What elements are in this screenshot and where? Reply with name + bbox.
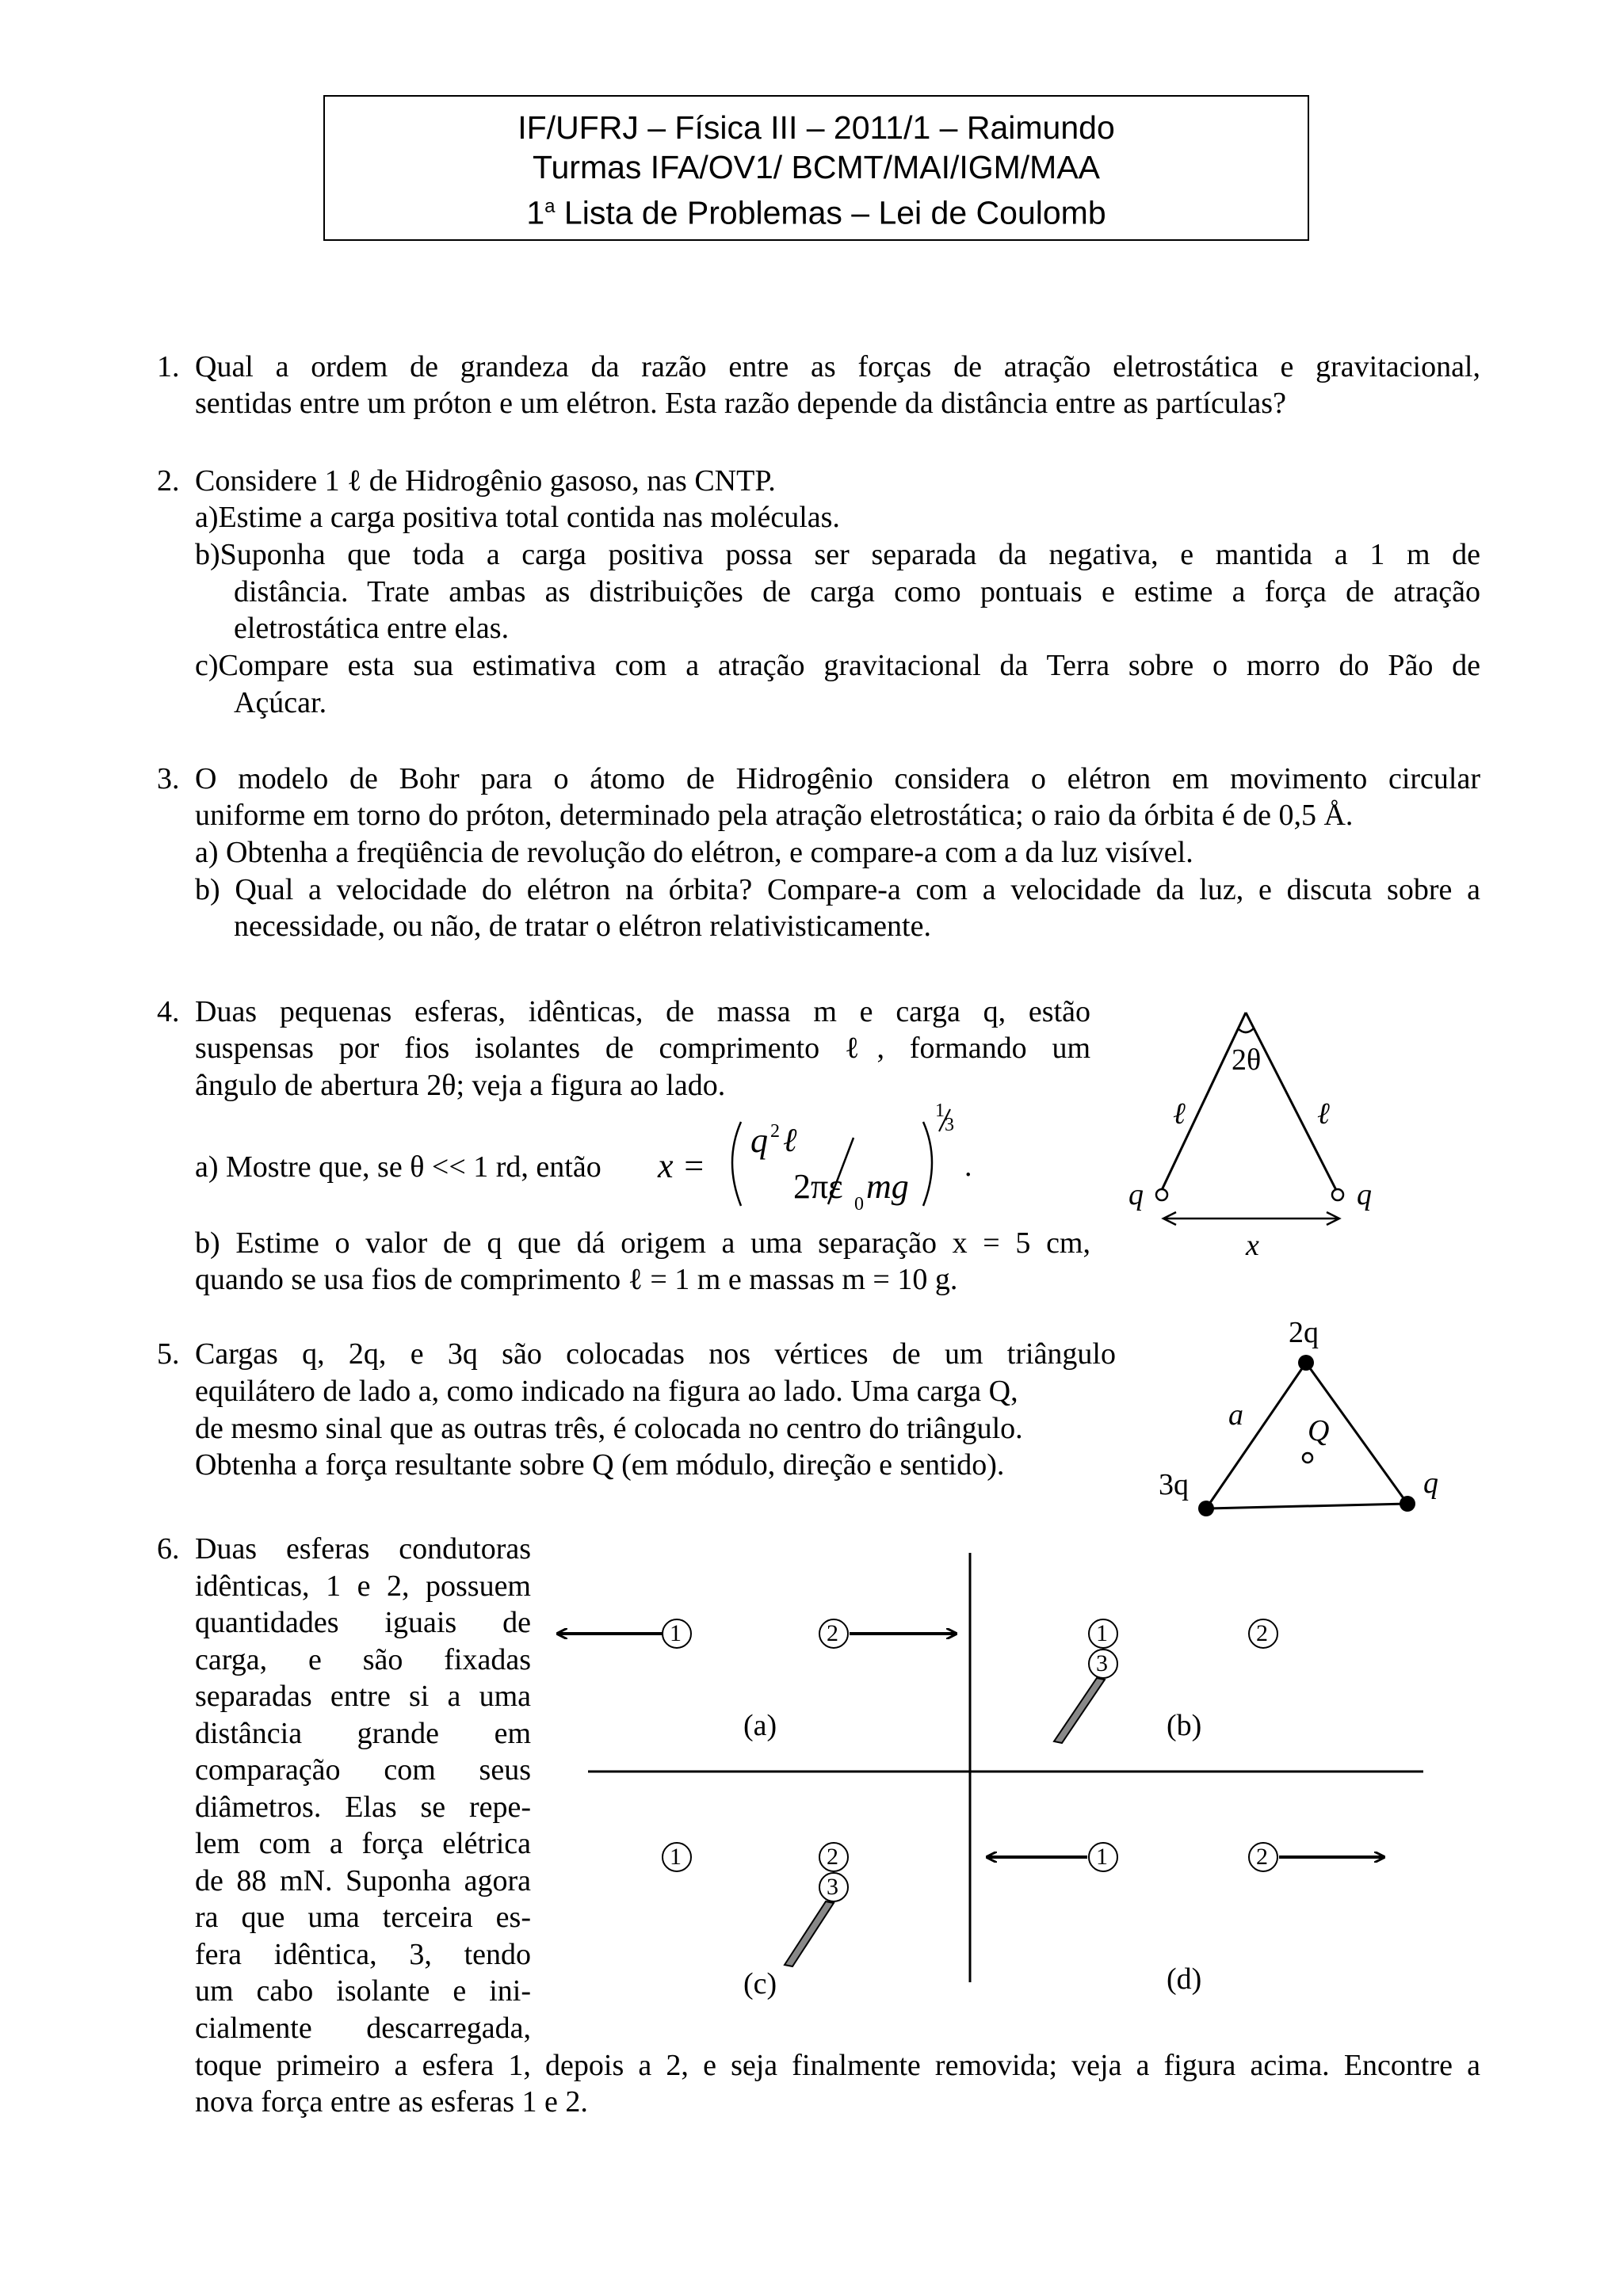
p6-panel-d-label: (d) — [1167, 1962, 1202, 1996]
p3-line-2: uniforme em torno do próton, determinado pela atração eletrostática; o raio da órbita é de 0,5 Å. — [195, 799, 1354, 832]
p4-item-a: a) Mostre que, se θ << 1 rd, então — [195, 1150, 601, 1184]
p2-number: 2. — [157, 464, 180, 498]
p1-line-1: Qual a ordem de grandeza da razão entre as forças de atração eletrostática e gravitacional, — [195, 350, 1480, 383]
p4-item-b-1: b) Estime o valor de q que dá origem a uma separação x = 5 cm, — [195, 1226, 1090, 1260]
p4-figure-lines — [1109, 998, 1426, 1268]
p6-column — [195, 1531, 531, 2046]
p6-line-4: separadas entre si a uma — [195, 1680, 531, 1713]
p4-figure — [1109, 998, 1426, 1268]
p6-line-3: carga, e são fixadas — [195, 1642, 531, 1676]
p5-fig-left: 3q — [1159, 1468, 1189, 1501]
p5-fig-right: q — [1423, 1466, 1438, 1500]
formula-num-q: q — [750, 1121, 768, 1160]
p5-number: 5. — [157, 1337, 180, 1371]
p6-d-sphere-1: 1 — [1096, 1844, 1108, 1870]
header-line-3: 1$^a$ Lista de Problemas – Lei de Coulomb — [526, 194, 1106, 231]
p5-fig-top: 2q — [1289, 1316, 1319, 1349]
formula-num-exp: 2 — [770, 1121, 780, 1142]
formula-den-sub: 0 — [854, 1194, 864, 1215]
p4-line-3: ângulo de abertura 2θ; veja a figura ao lado. — [195, 1069, 726, 1102]
p4-fig-angle: 2θ — [1232, 1043, 1262, 1077]
p6-a-sphere-1: 1 — [670, 1620, 682, 1646]
p6-panel-b-label: (b) — [1167, 1709, 1202, 1742]
formula-num-l: ℓ — [783, 1123, 797, 1159]
p3-number: 3. — [157, 762, 180, 795]
p5-line-4: Obtenha a força resultante sobre Q (em módulo, direção e sentido). — [195, 1448, 1005, 1482]
p6-line-13: cialmente descarregada, — [195, 2011, 531, 2045]
p6-d-sphere-2: 2 — [1256, 1844, 1268, 1870]
p4-line-1: Duas pequenas esferas, idênticas, de massa m e carga q, estão — [195, 995, 1090, 1028]
p3-item-b-1: b) Qual a velocidade do elétron na órbita? Compare-a com a velocidade da luz, e discuta sobre a — [195, 873, 1480, 906]
formula-exp-den: 3 — [945, 1115, 954, 1135]
formula-den-mg: mg — [866, 1167, 909, 1206]
p4-fig-len-left: ℓ — [1173, 1097, 1186, 1131]
p6-line-12: um cabo isolante e ini- — [195, 1974, 531, 2008]
p6-line-0: Duas esferas condutoras — [195, 1532, 531, 1566]
p5-line-1: Cargas q, 2q, e 3q são colocadas nos vértices de um triângulo — [195, 1337, 1116, 1371]
p6-b-sphere-3: 3 — [1096, 1650, 1108, 1676]
p2-item-c-2: Açúcar. — [234, 686, 327, 719]
p6-c-sphere-1: 1 — [670, 1844, 682, 1870]
formula-x: x = — [658, 1146, 706, 1185]
p2-line-1: Considere 1 ℓ de Hidrogênio gasoso, nas CNTP. — [195, 464, 776, 498]
p2-item-a: a)Estime a carga positiva total contida nas moléculas. — [195, 501, 840, 534]
p2-item-b-2: distância. Trate ambas as distribuições de carga como pontuais e estime a força de atração — [234, 575, 1480, 608]
p6-line-6: comparação com seus — [195, 1753, 531, 1787]
p2-item-b-1: b)Suponha que toda a carga positiva possa ser separada da negativa, e mantida a 1 m de — [195, 538, 1480, 571]
p2-item-c-1: c)Compare esta sua estimativa com a atração gravitacional da Terra sobre o morro do Pão de — [195, 649, 1480, 682]
p6-line-7: diâmetros. Elas se repe- — [195, 1790, 531, 1824]
p6-line-11: fera idêntica, 3, tendo — [195, 1937, 531, 1971]
p6-line-1: idênticas, 1 e 2, possuem — [195, 1569, 531, 1603]
p6-line-8: lem com a força elétrica — [195, 1827, 531, 1860]
p5-line-2: equilátero de lado a, como indicado na figura ao lado. Uma carga Q, — [195, 1375, 1018, 1408]
formula-exp-slash — [654, 1093, 987, 1228]
formula-period: . — [964, 1150, 972, 1183]
p3-item-a: a) Obtenha a freqüência de revolução do elétron, e compare-a com a da luz visível. — [195, 836, 1193, 869]
p4-fig-sep: x — [1246, 1229, 1259, 1262]
p6-panel-a-label: (a) — [743, 1709, 777, 1742]
p6-b-sphere-1: 1 — [1096, 1620, 1108, 1646]
p5-fig-center: Q — [1308, 1414, 1330, 1447]
p6-number: 6. — [157, 1532, 180, 1566]
p4-fig-len-right: ℓ — [1317, 1097, 1330, 1131]
p4-fig-q-left: q — [1128, 1178, 1144, 1211]
p5-line-3: de mesmo sinal que as outras três, é colocada no centro do triângulo. — [195, 1412, 1023, 1445]
p6-panel-c-label: (c) — [743, 1967, 777, 2000]
header-line-1: IF/UFRJ – Física III – 2011/1 – Raimundo — [517, 109, 1115, 146]
p4-number: 4. — [157, 995, 180, 1028]
formula-den: 2πε — [793, 1167, 843, 1206]
p4-line-2: suspensas por fios isolantes de comprimento ℓ, formando um — [195, 1032, 1090, 1065]
p6-b-sphere-2: 2 — [1256, 1620, 1268, 1646]
p6-figure — [547, 1545, 1434, 2004]
p6-tail-2: nova força entre as esferas 1 e 2. — [195, 2085, 588, 2119]
p4-item-b-2: quando se usa fios de comprimento ℓ = 1 m e massas m = 10 g. — [195, 1263, 958, 1296]
p4-fig-q-right: q — [1357, 1178, 1372, 1211]
p3-item-b-2: necessidade, ou não, de tratar o elétron relativisticamente. — [234, 910, 931, 943]
formula-exp-num: 1 — [935, 1100, 945, 1121]
p6-line-10: ra que uma terceira es- — [195, 1901, 531, 1934]
p6-figure-graphics — [547, 1545, 1434, 2004]
p1-number: 1. — [157, 350, 180, 383]
p5-figure — [1149, 1315, 1466, 1513]
p5-fig-side: a — [1228, 1398, 1243, 1432]
p6-a-sphere-2: 2 — [827, 1620, 838, 1646]
header-box — [323, 95, 1309, 241]
p3-line-1: O modelo de Bohr para o átomo de Hidrogênio considera o elétron em movimento circular — [195, 762, 1480, 795]
p6-line-5: distância grande em — [195, 1716, 531, 1750]
p2-item-b-3: eletrostática entre elas. — [234, 612, 510, 645]
header-line-2: Turmas IFA/OV1/ BCMT/MAI/IGM/MAA — [532, 149, 1101, 185]
p4-formula — [654, 1093, 987, 1228]
p6-line-9: de 88 mN. Suponha agora — [195, 1863, 531, 1897]
p6-line-2: quantidades iguais de — [195, 1606, 531, 1639]
p1-line-2: sentidas entre um próton e um elétron. Esta razão depende da distância entre as partículas? — [195, 387, 1286, 420]
p6-tail-1: toque primeiro a esfera 1, depois a 2, e seja finalmente removida; veja a figura acima. Encontre a — [195, 2049, 1480, 2082]
p6-c-sphere-3: 3 — [827, 1874, 838, 1900]
p6-c-sphere-2: 2 — [827, 1844, 838, 1870]
